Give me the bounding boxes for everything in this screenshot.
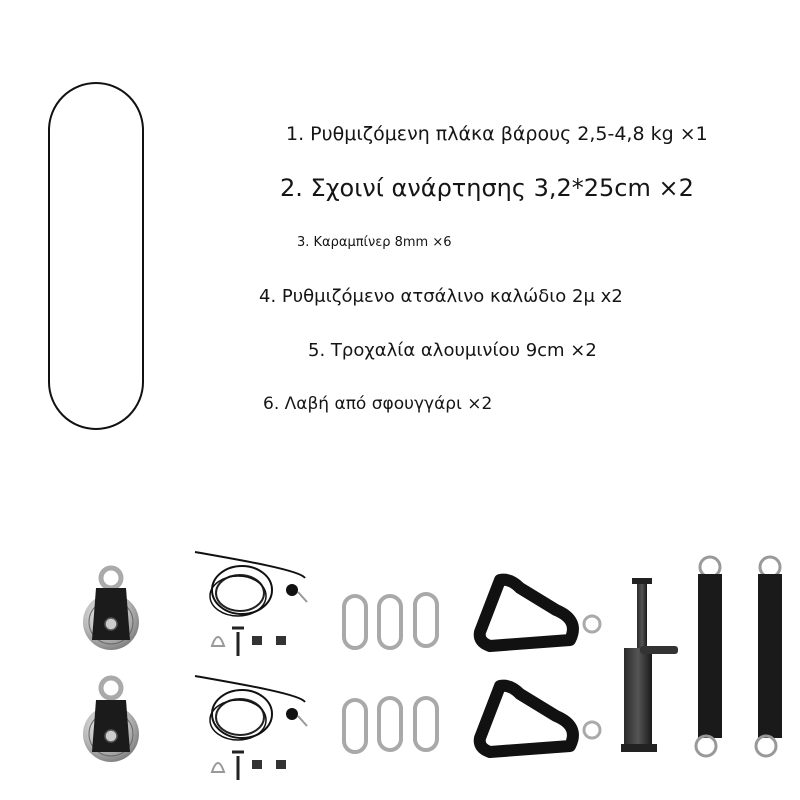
carabiner-icon [344,698,437,752]
spec-line-steel-cable: 4. Ρυθμιζόμενο ατσάλινο καλώδιο 2μ x2 [259,286,623,307]
steel-cable-icon [195,676,307,780]
foam-handle-icon [480,686,600,752]
spec-line-carabiner: 3. Καραμπίνερ 8mm ×6 [297,235,452,250]
loading-pin-icon [621,578,678,752]
spec-line-foam-handle: 6. Λαβή από σφουγγάρι ×2 [263,394,493,414]
spec-line-hanging-strap: 2. Σχοινί ανάρτησης 3,2*25cm ×2 [280,174,694,202]
carabiner-icon [344,594,437,648]
foam-handle-icon [480,580,600,646]
spec-line-weight-plate: 1. Ρυθμιζόμενη πλάκα βάρους 2,5-4,8 kg ×1 [286,123,708,145]
pulley-icon [83,568,139,650]
steel-cable-icon [195,552,307,656]
spec-line-pulley: 5. Τροχαλία αλουμινίου 9cm ×2 [308,340,597,361]
pulley-icon [83,678,139,762]
hanging-strap-icon [756,557,782,756]
hanging-strap-icon [696,557,722,756]
